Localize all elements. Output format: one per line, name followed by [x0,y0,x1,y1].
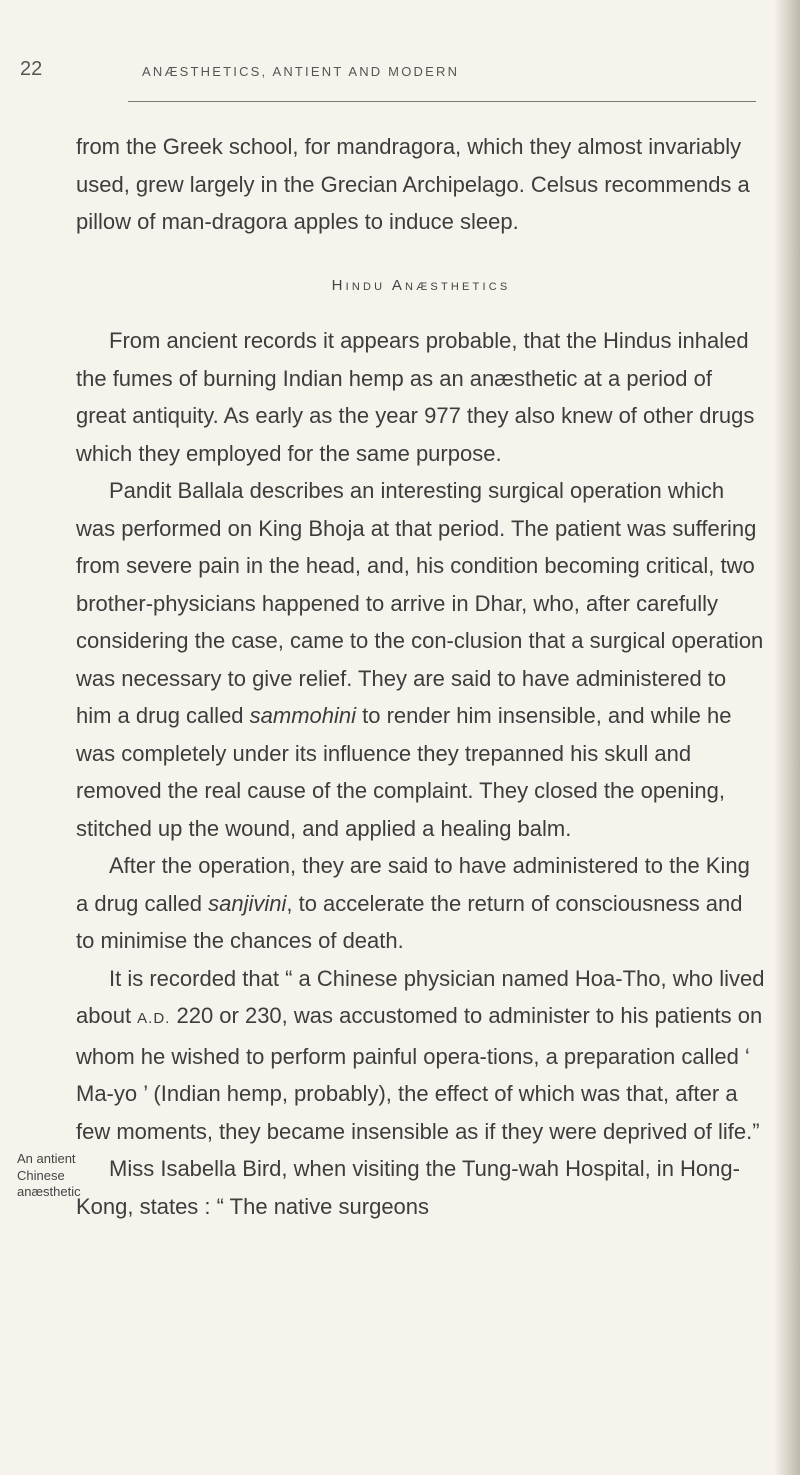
margin-note [17,1151,87,1201]
paragraph-isabella-bird: Miss Isabella Bird, when visiting the Tung-wah Hospital, in Hong-Kong, states : “ The native surgeons [76,1156,740,1219]
margin-note-line: An antient [17,1151,76,1166]
paragraph-chinese-physician [76,960,766,1151]
paragraph-sanjivini [76,847,766,960]
era-abbreviation: A.D. [137,1010,171,1027]
header-rule [128,101,756,102]
paragraph-hindu-records: From ancient records it appears probable, that the Hindus inhaled the fumes of burning Indian hemp as an anæsthetic at a period of great antiquity. As early as the year 977 they also knew of other drugs which they employed for the same purpose. [76,328,755,466]
paragraph-king-bhoja [76,472,766,847]
body-text [76,128,766,1225]
text-run: Pandit Ballala describes an interesting surgical operation which was performed on King Bhoja at that period. The patient was suffering from severe pain in the head, and, his condition becoming critical, two brother-physicians happened to arrive in Dhar, who, after carefully considering the case, came to the con-clusion that a surgical operation was necessary to give relief. They are said to have administered to him a drug called [76,478,764,728]
text-run: 220 or 230, was accustomed to administer to his patients on whom he wished to perform painful opera-tions, a preparation called ‘ Ma-yo ’ (Indian hemp, probably), the effect of which was that, after a few moments, they became insensible as if they were deprived of life.” [76,1003,763,1144]
page-edge-shadow [774,0,800,1475]
section-heading: Hindu Anæsthetics [331,276,511,294]
text-run: It is recorded that “ a Chinese physician named Hoa-Tho, who lived about [76,965,765,1028]
running-head: ANÆSTHETICS, ANTIENT AND MODERN [142,64,460,79]
text-run: , to accelerate the return of consciousness and to minimise the chances of death. [76,890,743,953]
drug-name-sanjivini: sanjivini [208,890,287,916]
page-number: 22 [20,58,43,80]
text-run: After the operation, they are said to have administered to the King a drug called [76,853,750,916]
margin-note-line: anæsthetic [17,1184,81,1199]
drug-name-sammohini: sammohini [249,703,357,728]
margin-note-line: Chinese [17,1167,65,1183]
page-header [20,58,780,88]
paragraph-continuation: from the Greek school, for mandragora, which they almost invariably used, grew largely in the Grecian Archipelago. Celsus recommends a pillow of man-dragora apples to induce sleep. [76,134,750,234]
text-run: to render him insensible, and while he was completely under its influence they trepanned his skull and removed the real cause of the complaint. They closed the opening, stitched up the wound, and applied a healing balm. [76,703,732,841]
